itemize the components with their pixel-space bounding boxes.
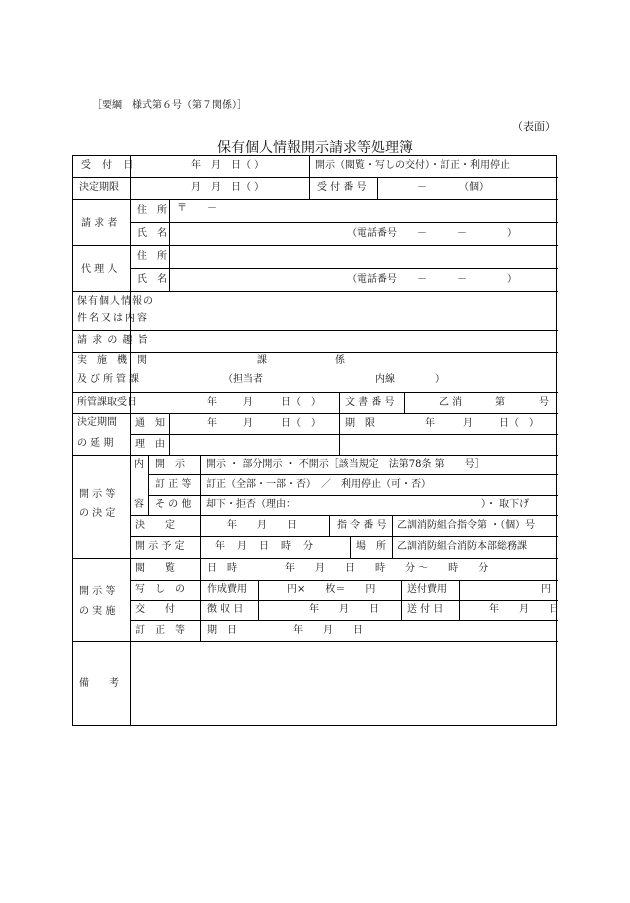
deadline-year: 年 xyxy=(425,418,435,429)
implementation-label-2: の 実 施 xyxy=(79,606,116,617)
requester-name-label: 氏 名 xyxy=(137,228,167,239)
send-date: 年 月 日 xyxy=(489,604,559,615)
implementation-label-1: 開 示 等 xyxy=(79,586,116,597)
send-date-label: 送 付 日 xyxy=(407,604,444,615)
delivery-label: 交 付 xyxy=(135,604,175,615)
decision-label-1: 開 示 等 xyxy=(79,489,116,500)
remarks-label: 備 考 xyxy=(79,678,119,689)
agency-label-1: 実 施 機 関 xyxy=(77,355,147,366)
content-label-top: 内 xyxy=(134,459,144,470)
correction-label: 訂 正 等 xyxy=(155,479,192,490)
datetime-label: 日 時 xyxy=(207,563,237,574)
agent-name-label: 氏 名 xyxy=(137,274,167,285)
other-label: そ の 他 xyxy=(155,499,192,510)
label-decision-deadline: 決定期限 xyxy=(79,182,119,193)
notice-month: 月 xyxy=(243,418,253,429)
viewing-label: 閲 覧 xyxy=(135,563,175,574)
viewing-time: 年 月 日 時 分 ～ 時 分 xyxy=(285,563,489,574)
schedule-label: 開 示 予 定 xyxy=(135,541,185,552)
other-suffix: ）・ 取下げ xyxy=(481,499,530,510)
requester-address-label: 住 所 xyxy=(137,205,167,216)
order-number-label: 指 令 番 号 xyxy=(337,520,387,531)
requester-label: 請 求 者 xyxy=(81,218,118,229)
dept-receipt-month: 月 xyxy=(243,397,253,408)
requester-postal: 〒 － xyxy=(177,203,217,214)
doc-number-label: 文 書 番 号 xyxy=(345,397,395,408)
agency-person: （担当者 xyxy=(223,374,263,385)
extension-label-1: 決定期間 xyxy=(77,417,117,428)
place-label: 場 所 xyxy=(356,541,386,552)
receipt-number-dash: － xyxy=(417,182,427,193)
form-header-note: ［要綱 様式第６号（第７関係）］ xyxy=(92,100,247,111)
deadline-label: 期 限 xyxy=(345,418,375,429)
content-label-bottom: 容 xyxy=(134,499,144,510)
dept-receipt-day: 日（ ） xyxy=(281,397,321,408)
decide-date: 年 月 日 xyxy=(227,520,297,531)
side-label: （表面） xyxy=(512,120,556,133)
schedule-time: 年 月 日 時 分 xyxy=(215,541,314,552)
shipping-label: 送付費用 xyxy=(407,584,447,595)
notice-year: 年 xyxy=(207,418,217,429)
extension-label-2: の 延 期 xyxy=(77,438,114,449)
cost-label: 作成費用 xyxy=(207,584,247,595)
reason-label: 理 由 xyxy=(135,439,165,450)
deadline-month: 月 xyxy=(463,418,473,429)
notice-day: 日（ ） xyxy=(281,418,321,429)
collected-date: 年 月 日 xyxy=(309,604,379,615)
processing-register-form xyxy=(72,155,557,726)
decision-deadline: 月 月 日（ ） xyxy=(191,182,265,193)
period-date: 年 月 日 xyxy=(293,625,363,636)
doc-number-suffix: 号 xyxy=(539,397,549,408)
disclosure-text: 開示 ・ 部分開示 ・ 不開示［該当規定 法第78条 第 号］ xyxy=(206,459,485,470)
other-text: 却下・拒否（理由： xyxy=(206,499,296,510)
agency-section: 課 xyxy=(257,355,267,366)
purpose-label: 請 求 の 趣 旨 xyxy=(77,335,149,346)
decision-label-2: の 決 定 xyxy=(79,508,116,519)
disclosure-label: 開 示 xyxy=(155,459,185,470)
doc-number-prefix: 乙 消 xyxy=(439,397,463,408)
remarks-area[interactable] xyxy=(135,648,550,718)
agency-label-2: 及び所管課 xyxy=(77,374,142,385)
collected-date-label: 徴 収 日 xyxy=(207,604,244,615)
label-receipt-number: 受 付 番 号 xyxy=(317,182,367,193)
agency-extension: 内線 ） xyxy=(375,374,445,385)
deadline-day: 日（ ） xyxy=(499,418,539,429)
info-subject-label-1: 保有個人情報の xyxy=(77,296,154,307)
dept-receipt-year: 年 xyxy=(207,397,217,408)
correction-text: 訂正（全部・一部・否） ／ 利用停止（可・否） xyxy=(206,479,431,490)
decide-label: 決 定 xyxy=(135,520,175,531)
cost-text: 円× 枚＝ 円 xyxy=(287,584,376,595)
notice-label: 通 知 xyxy=(135,418,165,429)
request-type: 開示（閲覧・写しの交付）・訂正・利用停止 xyxy=(315,160,510,171)
shipping-unit: 円 xyxy=(541,584,551,595)
agent-address-label: 住 所 xyxy=(137,251,167,262)
doc-number: 第 xyxy=(495,397,505,408)
receipt-number-unit: （個） xyxy=(459,182,489,193)
copy-label: 写 し の xyxy=(135,584,185,595)
label-received-date: 受 付 日 xyxy=(81,160,138,171)
agency-subsection: 係 xyxy=(335,355,345,366)
agent-phone: （電話番号 － － ） xyxy=(347,274,517,285)
period-label: 期 日 xyxy=(207,625,237,636)
page-title: 保有個人情報開示請求等処理簿 xyxy=(217,140,413,156)
info-subject-label-2: 件名又は内容 xyxy=(77,313,149,324)
received-date: 年 月 日（ ） xyxy=(191,160,265,171)
place: 乙訓消防組合消防本部総務課 xyxy=(397,541,527,552)
dept-receipt-label: 所管課取受日 xyxy=(77,397,137,408)
order-number: 乙訓消防組合指令第 ・（個）号 xyxy=(397,520,536,531)
requester-phone: （電話番号 － － ） xyxy=(347,228,517,239)
correction-impl-label: 訂 正 等 xyxy=(135,625,185,636)
agent-label: 代 理 人 xyxy=(81,264,118,275)
